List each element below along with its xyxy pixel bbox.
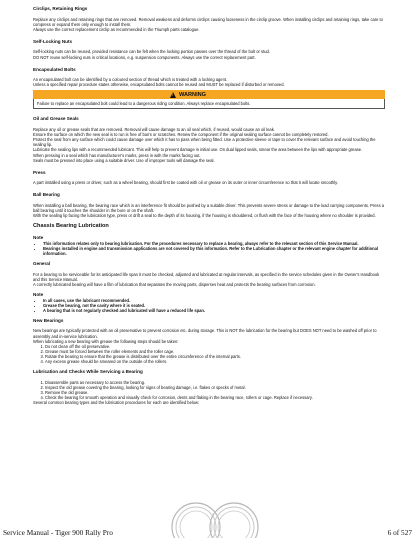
list-item: 1. Disassemble parts as necessary to access the bearing. — [45, 380, 385, 385]
general-paragraph-1: For a bearing to be serviceable for its anticipated life span it must be checked, adjusted and lubricated at regular intervals, as specified in the service schedules given in the Owner's Handbook and this Service Manual. — [33, 271, 380, 282]
self-locking-paragraph-2: DO NOT reuse self-locking nuts in critical locations, e.g. suspension components. Always use the correct replacement part. — [33, 54, 256, 60]
list-item: • A bearing that is not regularly checked and lubricated will have a reduced life span. — [43, 308, 385, 313]
list-item: • This information relates only to bearing lubrication. For the procedures necessary to replace a bearing, always refer to the relevant section of this Service Manual. — [43, 241, 385, 246]
circlips-paragraph-2: Always use the correct replacement circlip as recommended in the Triumph parts catalogue. — [33, 26, 200, 32]
ball-bearing-paragraph-2: With the sealing lip facing the lubrication type, press or drift a seal to the depth of its housing, if the housing is shouldered, or flush with the face of the housing where no shoulder is provided. — [33, 213, 376, 219]
self-locking-paragraph-1: Self-locking nuts can be reused, provided resistance can be felt when the locking portion passes over the thread of the bolt or stud. — [33, 49, 270, 55]
list-item: 4. Any excess grease should be smeared on the outside of the rollers. — [45, 359, 385, 364]
general-note-label: Note — [33, 292, 44, 297]
press-paragraph-1: A part installed using a press or driver, such as a wheel bearing, should first be coated with oil or grease on its outer or inner circumference so that it will locate smoothly. — [33, 180, 339, 186]
self-locking-heading: Self-Locking Nuts — [33, 38, 73, 44]
list-item: 3. Remove the old grease. — [45, 390, 385, 395]
chassis-bearing-heading: Chassis Bearing Lubrication — [33, 223, 109, 230]
new-bearings-paragraph-1: New bearings are typically protected with an oil preservative to prevent corrosion etc. during storage. This is NOT the lubrication for the bearing but DOES NOT need to be washed off prior to assembly and in-service lubrication. — [33, 328, 377, 339]
oil-seals-paragraph-2: Ensure the surface on which the new seal is to run is free of burrs or scratches. Renew the component if the original sealing surface cannot be completely restored. — [33, 132, 329, 138]
oil-seals-paragraph-5: When pressing in a seal which has manufacturer's marks, press in with the marks facing out. — [33, 152, 201, 158]
list-item: 3. Rotate the bearing to ensure that the grease is distributed over the entire circumference of the internal parts. — [45, 354, 385, 359]
general-note-list — [33, 298, 385, 313]
ball-bearing-paragraph-1: When installing a ball bearing, the bearing race which is an interference fit should be pushed by a suitable driver. This prevents severe stress or damage to the load carrying components. Press a ball bearing until it touches the shoulder in the bore or on the shaft. — [33, 202, 385, 214]
oil-seals-paragraph-6: Seals must be pressed into place using a suitable driver. Use of improper tools will damage the seal. — [33, 157, 215, 163]
press-heading: Press — [33, 169, 46, 175]
page-content — [33, 6, 385, 405]
page-footer — [0, 528, 416, 538]
oil-seals-paragraph-3: Protect the seal from any surface which could cause damage over which it has to pass when being fitted. Use a protective sleeve or tape to cover the relevant surface and avoid touching the sealing lip. — [33, 137, 376, 148]
lube-checks-paragraph: Several common bearing types and the lubrication procedures for each are identified below: — [33, 400, 200, 406]
chassis-note-label: Note — [33, 235, 44, 241]
circlips-paragraph-1: Replace any circlips and retaining rings that are removed. Removal weakens and deforms circlips causing looseness in the circlip groove. When installing circlips and retaining rings, take care to compress or expand them only enough to install them. — [33, 16, 383, 27]
ball-bearing-heading: Ball Bearing — [33, 192, 60, 198]
list-item: 4. Check the bearing for smooth operation and visually check for corrosion, dents and flaking in the bearing race, rollers or cage. Replace if necessary. — [45, 395, 385, 400]
list-item: • In all cases, use the lubricant recommended. — [43, 298, 385, 303]
new-bearings-heading: New Bearings — [33, 317, 64, 323]
encapsulated-paragraph-1: An encapsulated bolt can be identified by a coloured section of thread which is treated with a locking agent. — [33, 77, 228, 83]
circlips-heading: Circlips, Retaining Rings — [33, 6, 88, 11]
list-item: 2. Inspect the old grease covering the bearing, looking for signs of bearing damage, i.e. flakes or specks of metal. — [45, 385, 385, 390]
general-paragraph-2: A correctly lubricated bearing will have a film of lubrication that separates the moving parts, disperses heat and protects the bearing surfaces from corrosion. — [33, 281, 316, 287]
encapsulated-paragraph-2: Unless a specified repair procedure states otherwise, encapsulated bolts cannot be reused and MUST be replaced if disturbed or removed. — [33, 82, 285, 88]
footer-page-number: 6 of 527 — [387, 528, 412, 537]
lube-checks-steps — [33, 380, 385, 400]
chassis-note-list — [33, 241, 385, 256]
list-item: 1. Do not clean off the oil preservative. — [45, 344, 385, 349]
lube-checks-heading: Lubrication and Checks While Servicing a Bearing — [33, 369, 143, 375]
warning-title: WARNING — [179, 91, 207, 98]
oil-seals-paragraph-4: Lubricate the sealing lips with a recommended lubricant. This will help to prevent damage in initial use. On dual lipped seals, smear the area between the lips with appropriate grease. — [33, 147, 363, 153]
new-bearings-steps — [33, 344, 385, 364]
list-item: • Grease the bearing, not the cavity where it is seated. — [43, 303, 385, 308]
warning-body: Failure to replace an encapsulated bolt could lead to a dangerous riding condition. Always replace encapsulated bolts. — [33, 99, 385, 109]
oil-seals-heading: Oil and Grease Seals — [33, 116, 79, 122]
list-item: 2. Grease must be forced between the roller elements and the roller cage. — [45, 349, 385, 354]
list-item: • Bearings installed in engine and transmission applications are not covered by this information. Refer to the Lubrication chapter or the relevant engine chapter for additional information. — [43, 246, 385, 256]
footer-title: Service Manual - Tiger 900 Rally Pro — [3, 528, 113, 537]
warning-banner — [33, 90, 385, 99]
general-heading: General — [33, 261, 51, 267]
warning-triangle-icon — [170, 92, 176, 98]
new-bearings-paragraph-2: When lubricating a new bearing with grease the following steps should be taken: — [33, 338, 179, 344]
oil-seals-paragraph-1: Replace any oil or grease seals that are removed. Removal will cause damage to an oil seal which, if reused, would cause an oil leak. — [33, 127, 275, 133]
encapsulated-heading: Encapsulated Bolts — [33, 66, 76, 72]
